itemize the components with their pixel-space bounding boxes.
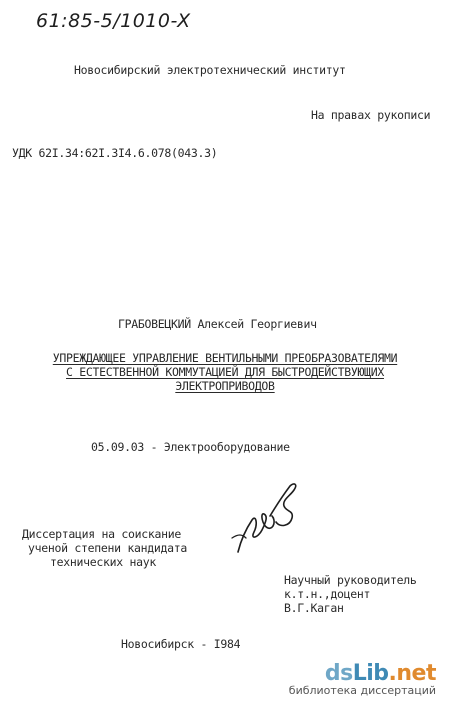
signature-image: [228, 476, 308, 558]
dissertation-note: [22, 527, 187, 569]
supervisor-line-3: В.Г.Каган: [284, 601, 344, 615]
title-line-3: ЭЛЕКТРОПРИВОДОВ: [175, 379, 275, 393]
udc-code: УДК 62I.34:62I.3I4.6.078(043.3): [12, 146, 218, 160]
watermark-logo: dsLib.net: [324, 661, 436, 686]
supervisor-info: [284, 573, 416, 615]
dissertation-line-3: технических наук: [50, 555, 156, 569]
manuscript-rights: На правах рукописи: [311, 108, 431, 122]
author-name: ГРАБОВЕЦКИЙ Алексей Георгиевич: [118, 317, 317, 331]
handwritten-code: 61:85-5/1010-X: [36, 10, 191, 32]
supervisor-line-1: Научный руководитель: [284, 573, 417, 587]
watermark-subtitle: библиотека диссертаций: [288, 684, 436, 697]
watermark: [289, 661, 436, 697]
institute-name: Новосибирский электротехнический институт: [74, 63, 346, 77]
specialty: 05.09.03 - Электрооборудование: [91, 440, 290, 454]
title-line-2: С ЕСТЕСТВЕННОЙ КОММУТАЦИЕЙ ДЛЯ БЫСТРОДЕЙСТВУЮЩИХ: [66, 365, 384, 379]
dissertation-line-1: Диссертация на соискание: [22, 527, 181, 541]
supervisor-line-2: к.т.н.,доцент: [284, 587, 371, 601]
title-line-1: УПРЕЖДАЮЩЕЕ УПРАВЛЕНИЕ ВЕНТИЛЬНЫМИ ПРЕОБРАЗОВАТЕЛЯМИ: [52, 351, 398, 365]
dissertation-line-2: ученой степени кандидата: [28, 541, 187, 555]
city-year: Новосибирск - I984: [121, 637, 241, 651]
dissertation-title: [40, 351, 410, 393]
